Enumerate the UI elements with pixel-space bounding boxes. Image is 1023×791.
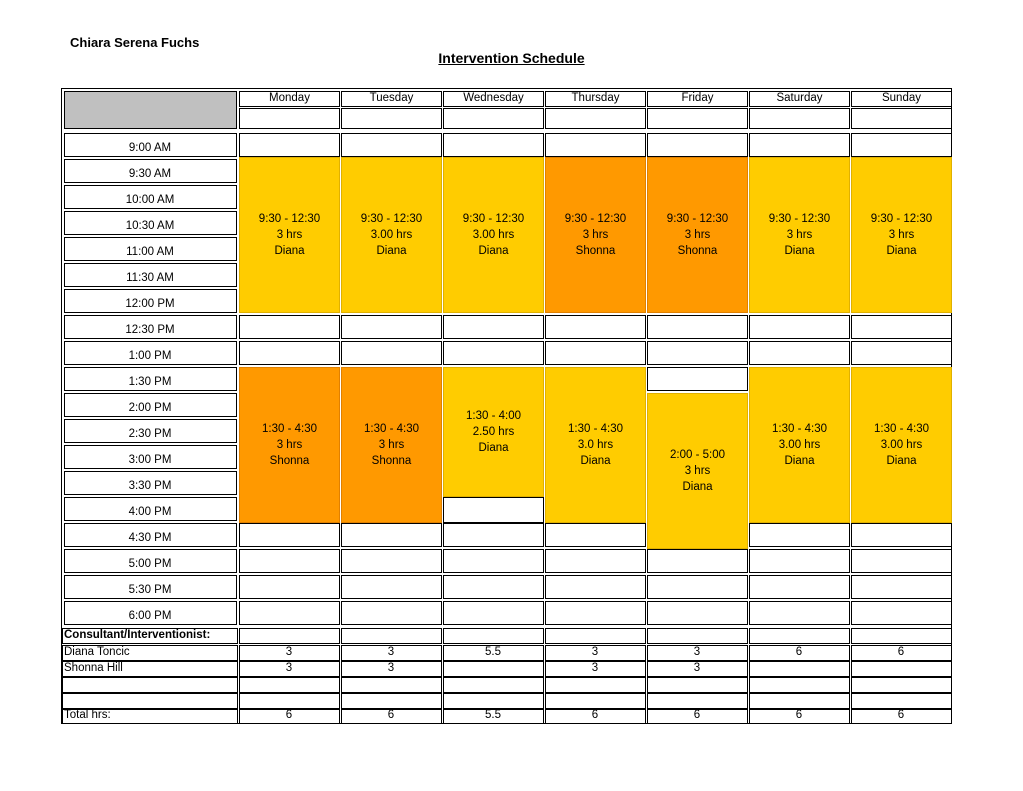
slot-cell[interactable] — [545, 341, 646, 365]
slot-cell[interactable] — [545, 549, 646, 573]
schedule-block-friday[interactable] — [647, 393, 748, 549]
consultant-hours: 3 — [387, 662, 395, 674]
schedule-block-sunday[interactable] — [851, 157, 952, 313]
slot-cell[interactable] — [545, 601, 646, 625]
slot-cell[interactable] — [239, 575, 340, 599]
header-gray-block — [64, 91, 237, 129]
time-label: 3:30 PM — [128, 480, 172, 492]
time-label: 11:00 AM — [126, 246, 174, 258]
time-label: 1:00 PM — [128, 350, 172, 362]
total-label: Total hrs: — [64, 709, 111, 721]
block-line: Diana — [376, 245, 407, 257]
slot-cell[interactable] — [749, 341, 850, 365]
slot-cell[interactable] — [443, 341, 544, 365]
consultant-hours: 3 — [693, 646, 701, 658]
slot-cell[interactable] — [239, 341, 340, 365]
summary-cell — [443, 628, 544, 644]
time-label: 9:30 AM — [128, 168, 172, 180]
slot-cell[interactable] — [443, 523, 544, 547]
total-hours: 6 — [285, 709, 293, 721]
slot-cell[interactable] — [851, 133, 952, 157]
day-subheader-cell — [647, 108, 748, 129]
block-line: 1:30 - 4:00 — [466, 410, 521, 422]
summary-cell — [443, 661, 544, 677]
summary-cell — [851, 661, 952, 677]
summary-cell — [443, 693, 544, 709]
block-line: 3 hrs — [888, 229, 915, 241]
time-label: 9:00 AM — [128, 142, 172, 154]
summary-cell — [545, 677, 646, 693]
slot-cell[interactable] — [239, 549, 340, 573]
slot-cell[interactable] — [341, 549, 442, 573]
block-line: 3 hrs — [582, 229, 609, 241]
summary-cell — [749, 628, 850, 644]
schedule-block-saturday[interactable] — [749, 367, 850, 523]
block-line: 9:30 - 12:30 — [258, 213, 321, 225]
block-line: 1:30 - 4:30 — [568, 423, 623, 435]
slot-cell[interactable] — [341, 575, 442, 599]
slot-cell[interactable] — [647, 549, 748, 573]
block-line: 3.0 hrs — [577, 439, 614, 451]
person-name: Chiara Serena Fuchs — [70, 35, 200, 50]
block-line: 3 hrs — [378, 439, 405, 451]
block-line: 1:30 - 4:30 — [262, 423, 317, 435]
slot-cell[interactable] — [341, 315, 442, 339]
slot-cell[interactable] — [647, 315, 748, 339]
block-line: Diana — [274, 245, 305, 257]
consultant-name: Shonna Hill — [64, 662, 123, 674]
slot-cell[interactable] — [341, 341, 442, 365]
block-line: 3.00 hrs — [472, 229, 515, 241]
slot-cell[interactable] — [647, 575, 748, 599]
block-line: Diana — [886, 455, 917, 467]
block-line: 3 hrs — [276, 229, 303, 241]
summary-cell — [341, 677, 442, 693]
day-label: Wednesday — [463, 92, 524, 104]
total-hours: 6 — [387, 709, 395, 721]
block-line: 9:30 - 12:30 — [462, 213, 525, 225]
consultant-hours: 3 — [591, 646, 599, 658]
slot-cell[interactable] — [851, 341, 952, 365]
schedule-block-monday[interactable] — [239, 157, 340, 313]
summary-cell — [749, 661, 850, 677]
slot-cell[interactable] — [545, 133, 646, 157]
block-line: 3.00 hrs — [880, 439, 923, 451]
consultant-hours: 3 — [285, 662, 293, 674]
day-label: Monday — [269, 92, 310, 104]
slot-cell[interactable] — [647, 367, 748, 391]
slot-cell[interactable] — [749, 575, 850, 599]
summary-cell — [749, 677, 850, 693]
slot-cell[interactable] — [851, 549, 952, 573]
day-subheader-cell — [545, 108, 646, 129]
slot-cell[interactable] — [647, 133, 748, 157]
time-label: 6:00 PM — [128, 610, 172, 622]
time-label: 2:30 PM — [128, 428, 172, 440]
schedule-block-tuesday[interactable] — [341, 157, 442, 313]
block-line: 9:30 - 12:30 — [768, 213, 831, 225]
day-label: Friday — [681, 92, 714, 104]
day-subheader-cell — [749, 108, 850, 129]
summary-cell — [239, 693, 340, 709]
slot-cell[interactable] — [851, 315, 952, 339]
block-line: Shonna — [371, 455, 412, 467]
summary-cell — [851, 693, 952, 709]
summary-label-cell — [62, 693, 238, 709]
slot-cell[interactable] — [443, 575, 544, 599]
block-line: 3 hrs — [276, 439, 303, 451]
slot-cell[interactable] — [647, 341, 748, 365]
total-hours: 6 — [591, 709, 599, 721]
summary-cell — [341, 628, 442, 644]
schedule-block-wednesday[interactable] — [443, 157, 544, 313]
time-label: 4:00 PM — [128, 506, 172, 518]
block-line: Diana — [886, 245, 917, 257]
summary-cell — [647, 628, 748, 644]
block-line: 9:30 - 12:30 — [360, 213, 423, 225]
block-line: 3.00 hrs — [370, 229, 413, 241]
block-line: 3 hrs — [786, 229, 813, 241]
slot-cell[interactable] — [341, 133, 442, 157]
slot-cell[interactable] — [341, 601, 442, 625]
block-line: Diana — [682, 481, 713, 493]
schedule-block-wednesday[interactable] — [443, 367, 544, 497]
day-label: Thursday — [571, 92, 620, 104]
summary-cell — [647, 693, 748, 709]
schedule-block-saturday[interactable] — [749, 157, 850, 313]
block-line: Diana — [478, 442, 509, 454]
block-line: 1:30 - 4:30 — [364, 423, 419, 435]
time-label: 11:30 AM — [126, 272, 174, 284]
block-line: Shonna — [575, 245, 616, 257]
slot-cell[interactable] — [545, 575, 646, 599]
block-line: 2:00 - 5:00 — [670, 449, 725, 461]
time-label: 5:30 PM — [128, 584, 172, 596]
block-line: 1:30 - 4:30 — [874, 423, 929, 435]
summary-cell — [545, 693, 646, 709]
block-line: 9:30 - 12:30 — [564, 213, 627, 225]
consultant-hours: 3 — [285, 646, 293, 658]
slot-cell[interactable] — [341, 523, 442, 547]
slot-cell[interactable] — [443, 601, 544, 625]
consultant-name: Diana Toncic — [64, 646, 130, 658]
summary-cell — [851, 628, 952, 644]
slot-cell[interactable] — [851, 575, 952, 599]
summary-cell — [749, 693, 850, 709]
day-subheader-cell — [443, 108, 544, 129]
total-hours: 6 — [897, 709, 905, 721]
summary-cell — [647, 677, 748, 693]
time-label: 12:30 PM — [125, 324, 175, 336]
consultant-hours: 3 — [387, 646, 395, 658]
time-label: 3:00 PM — [128, 454, 172, 466]
slot-cell[interactable] — [239, 315, 340, 339]
page-title — [0, 50, 1023, 66]
summary-label-cell — [62, 677, 238, 693]
slot-cell[interactable] — [851, 523, 952, 547]
consultant-hours: 6 — [897, 646, 905, 658]
total-hours: 5.5 — [485, 709, 501, 721]
consultant-hours: 6 — [795, 646, 803, 658]
summary-heading: Consultant/Interventionist: — [64, 629, 211, 641]
slot-cell[interactable] — [749, 315, 850, 339]
slot-cell[interactable] — [239, 601, 340, 625]
schedule-block-tuesday[interactable] — [341, 367, 442, 523]
block-line: Diana — [784, 245, 815, 257]
block-line: Diana — [580, 455, 611, 467]
day-label: Saturday — [776, 92, 823, 104]
day-label: Sunday — [881, 92, 921, 104]
slot-cell[interactable] — [749, 133, 850, 157]
time-label: 10:00 AM — [125, 194, 175, 206]
time-label: 5:00 PM — [128, 558, 172, 570]
schedule-block-sunday[interactable] — [851, 367, 952, 523]
consultant-hours: 3 — [693, 662, 701, 674]
slot-cell[interactable] — [239, 133, 340, 157]
slot-cell[interactable] — [443, 315, 544, 339]
block-line: 3.00 hrs — [778, 439, 821, 451]
block-line: 9:30 - 12:30 — [870, 213, 933, 225]
consultant-hours: 3 — [591, 662, 599, 674]
schedule-block-thursday[interactable] — [545, 157, 646, 313]
schedule-block-friday[interactable] — [647, 157, 748, 313]
slot-cell[interactable] — [443, 133, 544, 157]
summary-cell — [545, 628, 646, 644]
block-line: Diana — [784, 455, 815, 467]
time-label: 12:00 PM — [125, 298, 175, 310]
slot-cell[interactable] — [749, 601, 850, 625]
slot-cell[interactable] — [443, 497, 544, 523]
slot-cell[interactable] — [647, 601, 748, 625]
summary-cell — [443, 677, 544, 693]
summary-cell — [341, 693, 442, 709]
block-line: Diana — [478, 245, 509, 257]
schedule-block-thursday[interactable] — [545, 367, 646, 523]
slot-cell[interactable] — [545, 523, 646, 547]
block-line: Shonna — [269, 455, 310, 467]
block-line: 3 hrs — [684, 465, 711, 477]
slot-cell[interactable] — [443, 549, 544, 573]
block-line: Shonna — [677, 245, 718, 257]
summary-cell — [239, 628, 340, 644]
total-hours: 6 — [795, 709, 803, 721]
day-label: Tuesday — [369, 92, 414, 104]
block-line: 9:30 - 12:30 — [666, 213, 729, 225]
summary-cell — [239, 677, 340, 693]
time-label: 1:30 PM — [128, 376, 172, 388]
summary-cell — [851, 677, 952, 693]
block-line: 3 hrs — [684, 229, 711, 241]
slot-cell[interactable] — [749, 549, 850, 573]
day-subheader-cell — [851, 108, 952, 129]
day-subheader-cell — [239, 108, 340, 129]
day-subheader-cell — [341, 108, 442, 129]
slot-cell[interactable] — [239, 523, 340, 547]
schedule-block-monday[interactable] — [239, 367, 340, 523]
block-line: 2.50 hrs — [472, 426, 515, 438]
block-line: 1:30 - 4:30 — [772, 423, 827, 435]
consultant-hours: 5.5 — [485, 646, 501, 658]
page-title-text: Intervention Schedule — [438, 50, 585, 66]
slot-cell[interactable] — [851, 601, 952, 625]
time-label: 2:00 PM — [128, 402, 172, 414]
slot-cell[interactable] — [545, 315, 646, 339]
time-label: 10:30 AM — [125, 220, 175, 232]
total-hours: 6 — [693, 709, 701, 721]
time-label: 4:30 PM — [128, 532, 172, 544]
slot-cell[interactable] — [749, 523, 850, 547]
